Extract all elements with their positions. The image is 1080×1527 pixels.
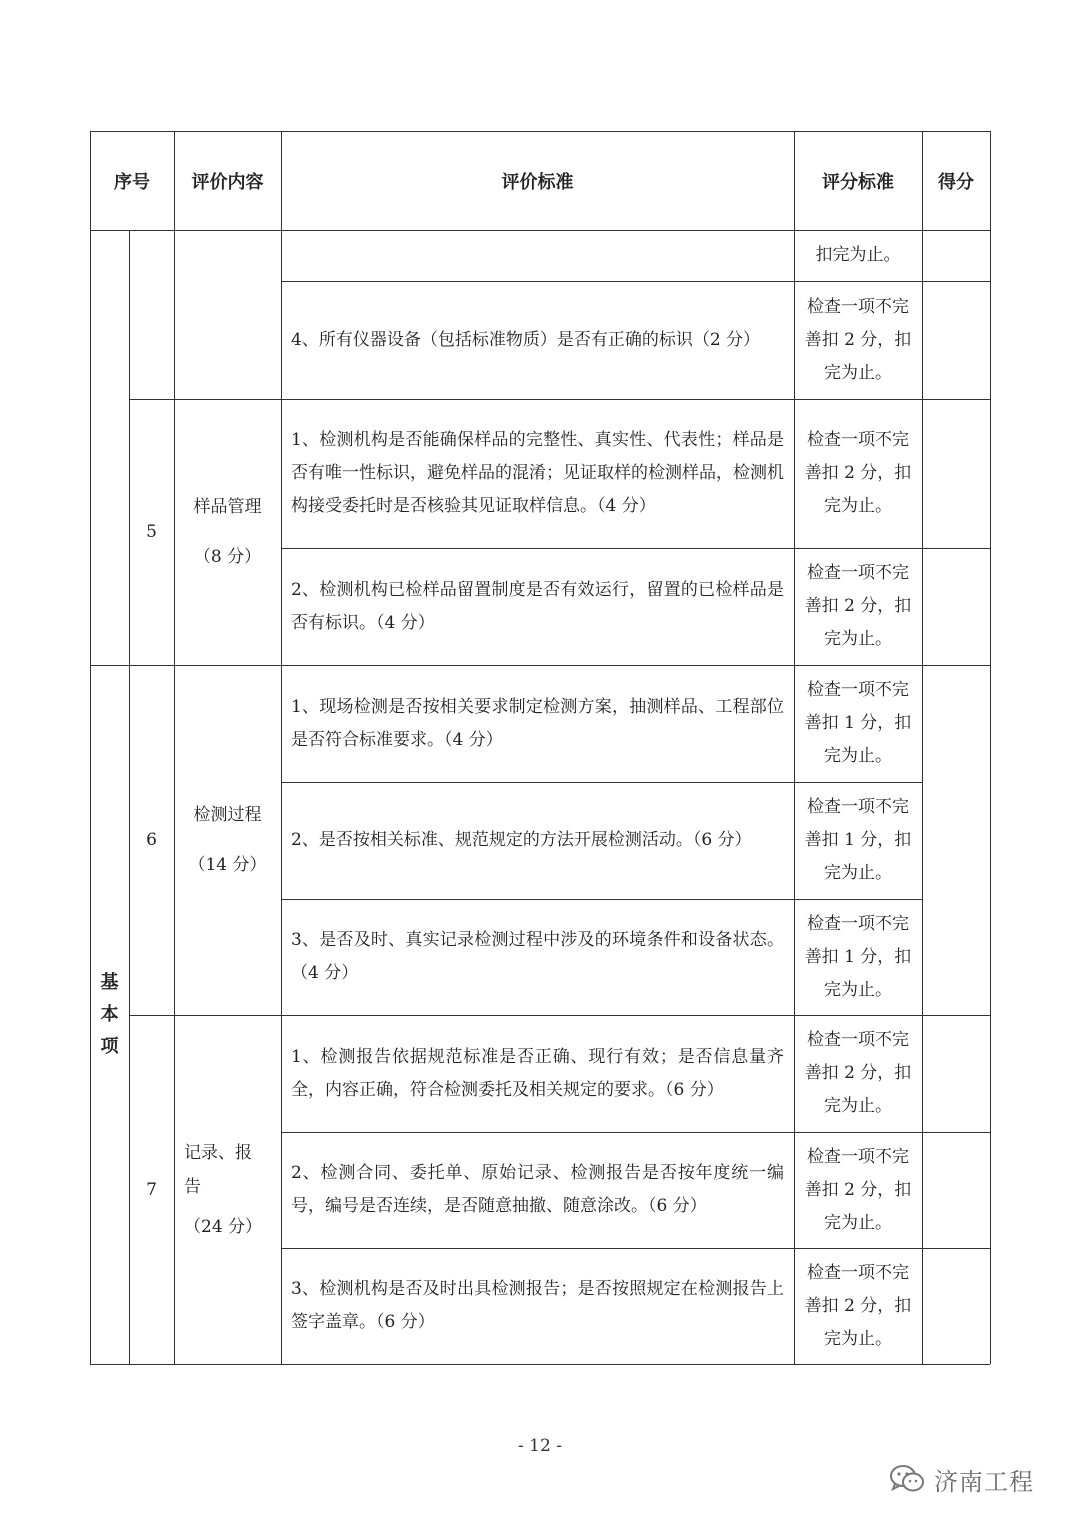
scoring-text: 检查一项不完善扣 1 分，扣完为止。	[804, 913, 912, 1000]
row-rule	[281, 1132, 990, 1133]
row-rule	[129, 399, 990, 400]
page-number: - 12 -	[518, 1436, 562, 1456]
criteria-cell	[281, 782, 794, 899]
section-item	[174, 399, 281, 665]
scoring-cell	[794, 230, 922, 281]
column-rule	[129, 230, 130, 1364]
scoring-text: 检查一项不完善扣 2 分，扣完为止。	[804, 1146, 912, 1233]
criteria-text: 1、检测报告依据规范标准是否正确、现行有效；是否信息量齐全，内容正确，符合检测委托及相关规定的要求。（6 分）	[291, 1046, 784, 1100]
criteria-cell	[281, 899, 794, 1015]
row-rule	[281, 281, 990, 282]
criteria-cell	[281, 1132, 794, 1248]
scoring-text: 检查一项不完善扣 2 分，扣完为止。	[804, 430, 912, 516]
scoring-text: 检查一项不完善扣 2 分，扣完为止。	[804, 563, 912, 649]
scoring-cell	[794, 281, 922, 399]
column-rule	[922, 131, 923, 1364]
row-rule	[281, 782, 922, 783]
section-item-name: 检测过程	[193, 805, 262, 825]
criteria-cell	[281, 230, 794, 281]
section-item-name: 记录、报告	[184, 1142, 252, 1197]
scoring-text: 扣完为止。	[815, 245, 901, 265]
scoring-text: 检查一项不完善扣 1 分，扣完为止。	[804, 680, 912, 766]
criteria-text: 2、检测合同、委托单、原始记录、检测报告是否按年度统一编号，编号是否连续，是否随意抽撤、随意涂改。（6 分）	[291, 1163, 784, 1216]
header-item: 评价内容	[191, 171, 264, 193]
row-rule	[281, 548, 990, 549]
section-item-points: （8 分）	[193, 547, 262, 567]
scoring-cell	[794, 1132, 922, 1248]
row-rule	[90, 665, 990, 666]
section-item-points: （14 分）	[188, 855, 267, 875]
group-label-text: 基本项	[100, 971, 119, 1057]
section-item-name: 样品管理	[193, 497, 262, 517]
scoring-text: 检查一项不完善扣 1 分，扣完为止。	[804, 797, 912, 883]
column-rule	[174, 131, 175, 1364]
header-scoring: 评分标准	[822, 171, 894, 193]
criteria-text: 2、检测机构已检样品留置制度是否有效运行，留置的已检样品是否有标识。（4 分）	[291, 579, 784, 633]
table-border-right	[990, 131, 991, 1364]
row-rule	[281, 899, 922, 900]
scoring-cell	[794, 548, 922, 665]
section-item	[174, 1015, 281, 1364]
criteria-cell	[281, 281, 794, 399]
table-border-left	[90, 131, 91, 1364]
evaluation-table	[90, 131, 990, 1364]
section-item-points: （24 分）	[184, 1216, 263, 1237]
header-criteria: 评价标准	[501, 171, 574, 193]
table-border-top	[90, 131, 990, 132]
scoring-cell	[794, 1248, 922, 1364]
watermark-text: 济南工程	[934, 1467, 1034, 1496]
header-score: 得分	[938, 171, 974, 193]
criteria-text: 1、检测机构是否能确保样品的完整性、真实性、代表性；样品是否有唯一性标识，避免样品的混淆；见证取样的检测样品，检测机构接受委托时是否核验其见证取样信息。（4 分）	[291, 430, 784, 516]
criteria-text: 3、是否及时、真实记录检测过程中涉及的环境条件和设备状态。（4 分）	[291, 930, 784, 983]
section-item	[174, 665, 281, 1015]
criteria-text: 1、现场检测是否按相关要求制定检测方案，抽测样品、工程部位是否符合标准要求。（4 分）	[291, 696, 784, 750]
row-rule	[129, 1015, 990, 1016]
scoring-text: 检查一项不完善扣 2 分，扣完为止。	[804, 296, 912, 383]
scoring-cell	[794, 1015, 922, 1132]
wechat-icon	[888, 1463, 928, 1495]
column-rule	[794, 131, 795, 1364]
criteria-text: 4、所有仪器设备（包括标准物质）是否有正确的标识（2 分）	[291, 329, 761, 350]
table-border-bottom	[90, 1364, 990, 1365]
group-label-basic-items	[90, 665, 129, 1364]
header-no: 序号	[114, 171, 150, 193]
criteria-cell	[281, 665, 794, 782]
criteria-cell	[281, 399, 794, 548]
criteria-text: 2、是否按相关标准、规范规定的方法开展检测活动。（6 分）	[291, 830, 752, 850]
criteria-cell	[281, 548, 794, 665]
scoring-cell	[794, 782, 922, 899]
criteria-cell	[281, 1248, 794, 1364]
criteria-text: 3、检测机构是否及时出具检测报告；是否按照规定在检测报告上签字盖章。（6 分）	[291, 1279, 784, 1332]
scoring-cell	[794, 899, 922, 1015]
scoring-text: 检查一项不完善扣 2 分，扣完为止。	[804, 1030, 912, 1116]
watermark	[888, 1461, 1034, 1497]
section-no: 7	[146, 1179, 157, 1200]
scoring-text: 检查一项不完善扣 2 分，扣完为止。	[804, 1262, 912, 1349]
column-rule	[281, 131, 282, 1364]
criteria-cell	[281, 1015, 794, 1132]
section-no: 5	[146, 522, 157, 542]
scoring-cell	[794, 665, 922, 782]
header-rule	[90, 230, 990, 231]
scoring-cell	[794, 399, 922, 548]
section-no: 6	[146, 830, 157, 850]
row-rule	[281, 1248, 990, 1249]
